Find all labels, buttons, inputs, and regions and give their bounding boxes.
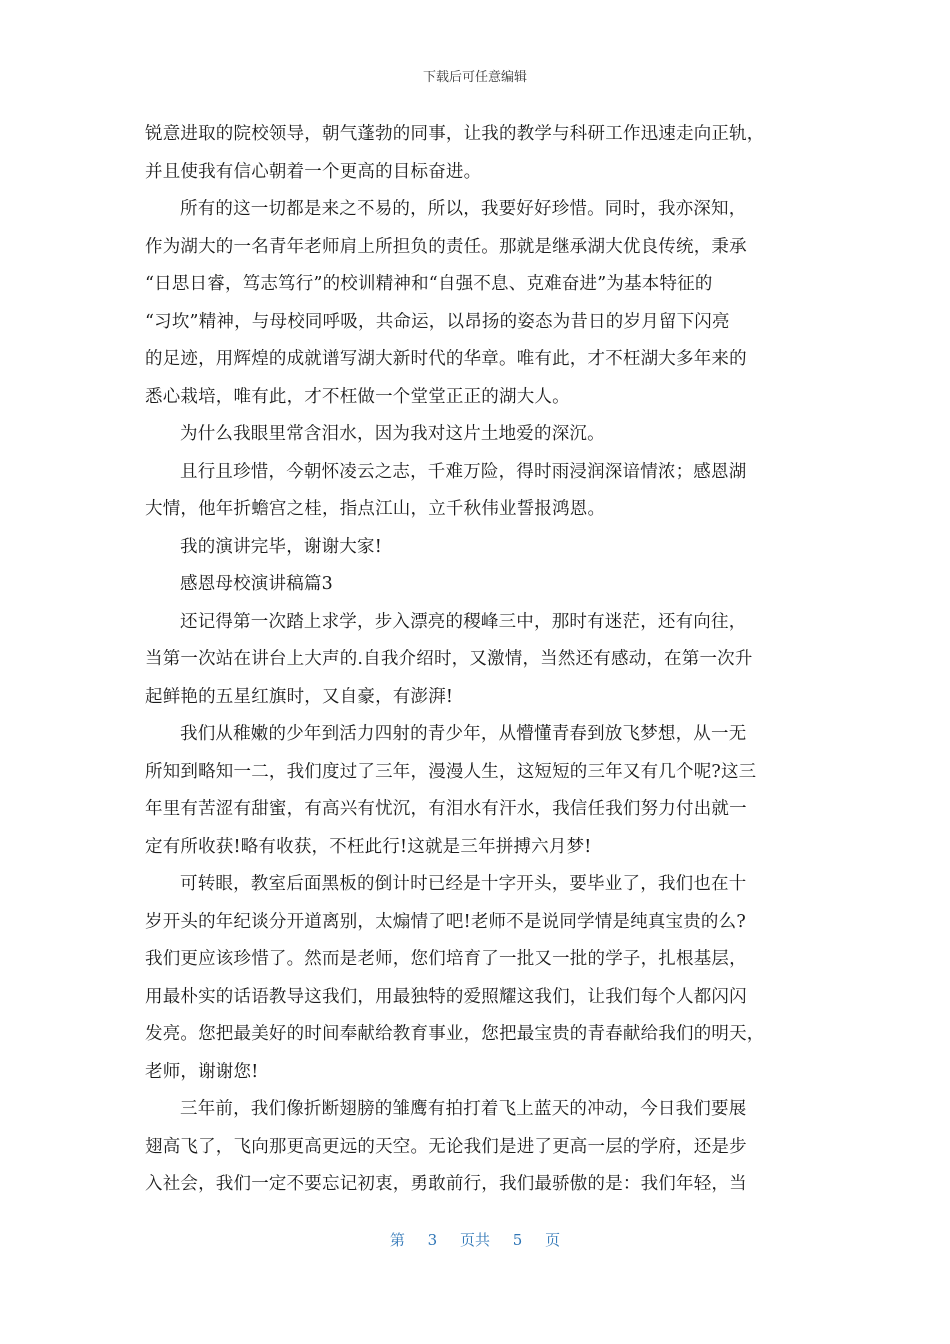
text-line: 年里有苦涩有甜蜜，有高兴有忧沉，有泪水有汗水，我信任我们努力付出就一 [145,799,747,819]
text-line: 三年前，我们像折断翅膀的雏鹰有拍打着飞上蓝天的冲动，今日我们要展 [180,1099,747,1119]
footer-suffix: 页 [545,1231,561,1249]
footer-middle: 页共 [459,1231,490,1249]
text-line: 为什么我眼里常含泪水，因为我对这片土地爱的深沉。 [180,424,605,444]
text-line: 悉心栽培，唯有此，才不枉做一个堂堂正正的湖大人。 [145,386,570,407]
text-line: 发亮。您把最美好的时间奉献给教育事业，您把最宝贵的青春献给我们的明天， [145,1024,765,1044]
header-text: 下载后可任意编辑 [422,70,527,85]
text-line: 所知到略知一二，我们度过了三年，漫漫人生，这短短的三年又有几个呢?这三 [145,761,757,782]
text-line: 还记得第一次踏上求学，步入漂亮的稷峰三中，那时有迷茫，还有向往， [180,611,747,632]
text-line: 当第一次站在讲台上大声的.自我介绍时，又激情，当然还有感动，在第一次升 [145,649,753,669]
text-line: 锐意进取的院校领导，朝气蓬勃的同事，让我的教学与科研工作迅速走向正轨， [145,124,765,144]
text-line: 可转眼，教室后面黑板的倒计时已经是十字开头，要毕业了，我们也在十 [180,874,747,894]
text-line: 感恩母校演讲稿篇3 [180,574,333,594]
text-line: 用最朴实的话语教导这我们，用最独特的爱照耀这我们，让我们每个人都闪闪 [145,986,747,1007]
page-footer [0,1229,950,1250]
text-line: 定有所收获!略有收获，不枉此行!这就是三年拼搏六月梦! [145,836,592,857]
text-line: 并且使我有信心朝着一个更高的目标奋进。 [145,161,482,182]
text-line: 且行且珍惜，今朝怀凌云之志，千难万险，得时雨浸润深谙情浓；感恩湖 [180,461,747,482]
text-line: 大情，他年折蟾宫之桂，指点江山，立千秋伟业誓报鸿恩。 [145,499,606,519]
text-line: 所有的这一切都是来之不易的，所以，我要好好珍惜。同时，我亦深知， [180,199,747,219]
text-line: 老师，谢谢您! [145,1061,259,1082]
text-line: 起鲜艳的五星红旗时，又自豪，有澎湃! [145,686,454,707]
text-line: 入社会，我们一定不要忘记初衷，勇敢前行，我们最骄傲的是：我们年轻，当 [145,1174,747,1194]
text-line: “日思日睿，笃志笃行”的校训精神和“自强不息、克难奋进”为基本特征的 [145,274,713,294]
text-line: 我们从稚嫩的少年到活力四射的青少年，从懵懂青春到放飞梦想，从一无 [180,724,747,744]
text-line: 我的演讲完毕，谢谢大家! [180,536,382,557]
text-line: 我们更应该珍惜了。然而是老师，您们培育了一批又一批的学子，扎根基层， [145,949,747,969]
footer-prefix: 第 [389,1231,405,1249]
text-line: 翅高飞了，飞向那更高更远的天空。无论我们是进了更高一层的学府，还是步 [145,1136,747,1157]
page-header [0,66,950,85]
text-line: 作为湖大的一名青年老师肩上所担负的责任。那就是继承湖大优良传统，秉承 [145,236,747,257]
text-line: “习坎”精神，与母校同呼吸，共命运，以昂扬的姿态为昔日的岁月留下闪亮 [145,311,730,332]
total-page-number: 5 [512,1231,523,1249]
text-line: 岁开头的年纪谈分开道离别，太煽情了吧!老师不是说同学情是纯真宝贵的么? [145,911,746,932]
document-body [145,116,810,1204]
current-page-number: 3 [427,1231,438,1249]
text-line: 的足迹，用辉煌的成就谱写湖大新时代的华章。唯有此，才不枉湖大多年来的 [145,349,747,369]
